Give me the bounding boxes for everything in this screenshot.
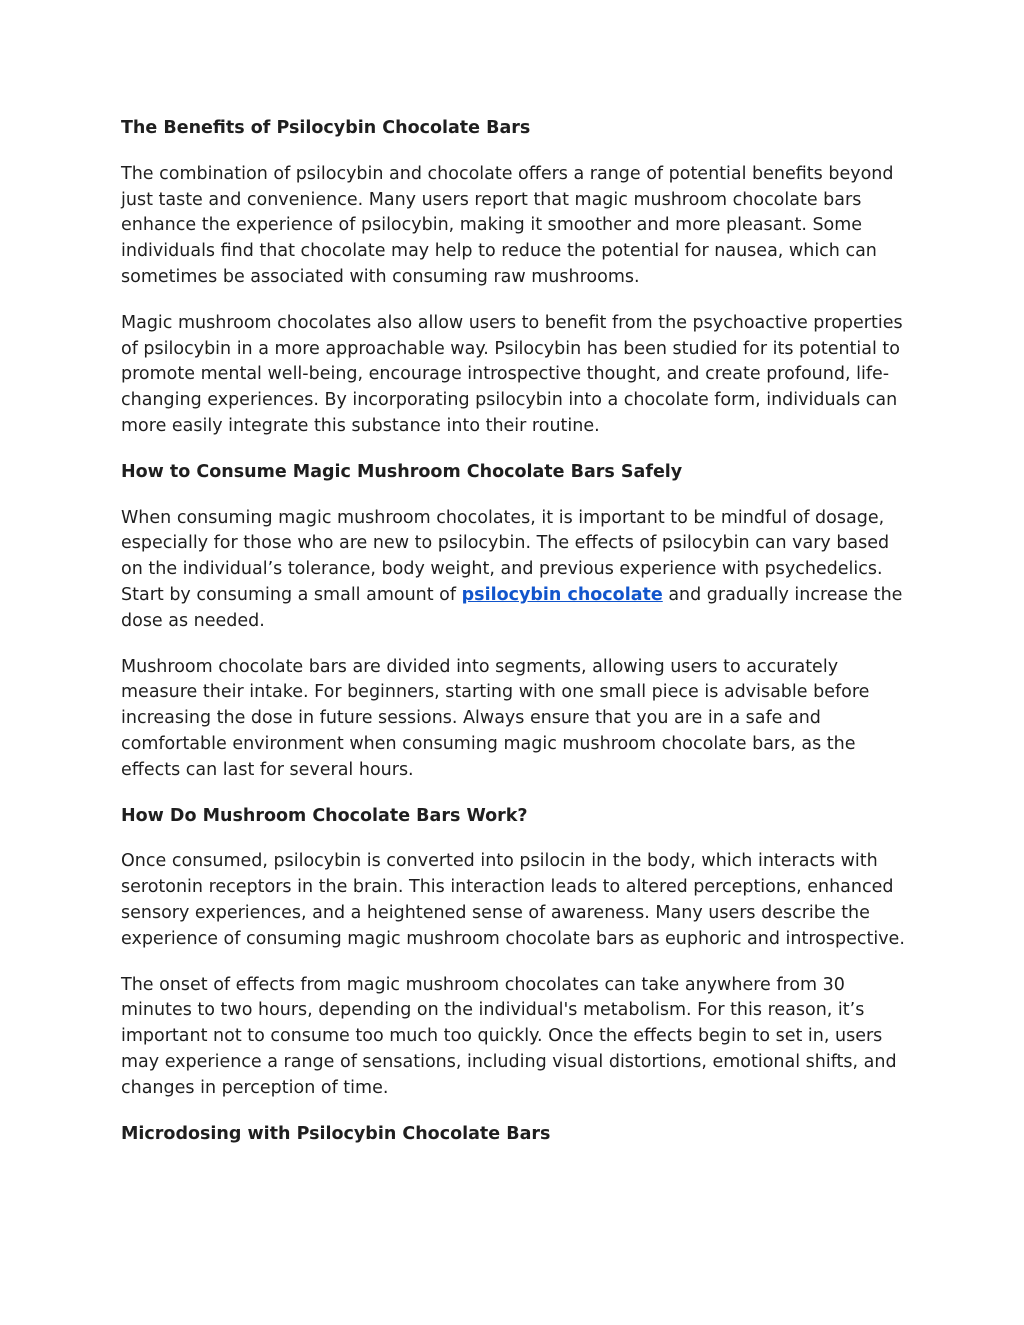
- document-page: [121, 116, 911, 1147]
- paragraph-consume-safely-2: Mushroom chocolate bars are divided into segments, allowing users to accurately measure their intake. For beginners, starting with one small piece is advisable before increasing the dose in future sessions. Always ensure that you are in a safe and comfortable environment when consuming magic mushroom chocolate bars, as the effects can last for several hours.: [121, 656, 870, 780]
- paragraph-how-it-works-1: Once consumed, psilocybin is converted into psilocin in the body, which interacts with serotonin receptors in the brain. This interaction leads to altered perceptions, enhanced sensory experiences, and a heightened sense of awareness. Many users describe the experience of consuming magic mushroom chocolate bars as euphoric and introspective.: [121, 851, 905, 949]
- paragraph-benefits-2: Magic mushroom chocolates also allow users to benefit from the psychoactive properties of psilocybin in a more approachable way. Psilocybin has been studied for its potential to promote mental well-being, encourage introspective thought, and create profound, life-changing experiences. By incorporating psilocybin into a chocolate form, individuals can more easily integrate this substance into their routine.: [121, 312, 903, 436]
- paragraph-consume-safely-1: [121, 506, 911, 635]
- section-heading-benefits: The Benefits of Psilocybin Chocolate Bars: [121, 118, 531, 138]
- psilocybin-chocolate-link[interactable]: psilocybin chocolate: [461, 584, 663, 605]
- section-heading-how-it-works: How Do Mushroom Chocolate Bars Work?: [121, 805, 528, 826]
- section-heading-microdosing: Microdosing with Psilocybin Chocolate Bars: [121, 1123, 551, 1144]
- paragraph-how-it-works-2: The onset of effects from magic mushroom chocolates can take anywhere from 30 minutes to two hours, depending on the individual's metabolism. For this reason, it’s important not to consume too much too quickly. Once the effects begin to set in, users may experience a range of sensations, including visual distortions, emotional shifts, and changes in perception of time.: [121, 974, 897, 1098]
- paragraph-benefits-1: The combination of psilocybin and chocolate offers a range of potential benefits beyond just taste and convenience. Many users report that magic mushroom chocolate bars enhance the experience of psilocybin, making it smoother and more pleasant. Some individuals find that chocolate may help to reduce the potential for nausea, which can sometimes be associated with consuming raw mushrooms.: [121, 163, 894, 287]
- paragraph-text-after-link: and gradually increase the dose as needed.: [121, 584, 903, 631]
- section-heading-consume-safely: How to Consume Magic Mushroom Chocolate Bars Safely: [121, 461, 683, 482]
- paragraph-text-before-link: When consuming magic mushroom chocolates, it is important to be mindful of dosage, especially for those who are new to psilocybin. The effects of psilocybin can vary based on the individual’s tolerance, body weight, and previous experience with psychedelics. Start by consuming a small amount of: [121, 507, 890, 605]
